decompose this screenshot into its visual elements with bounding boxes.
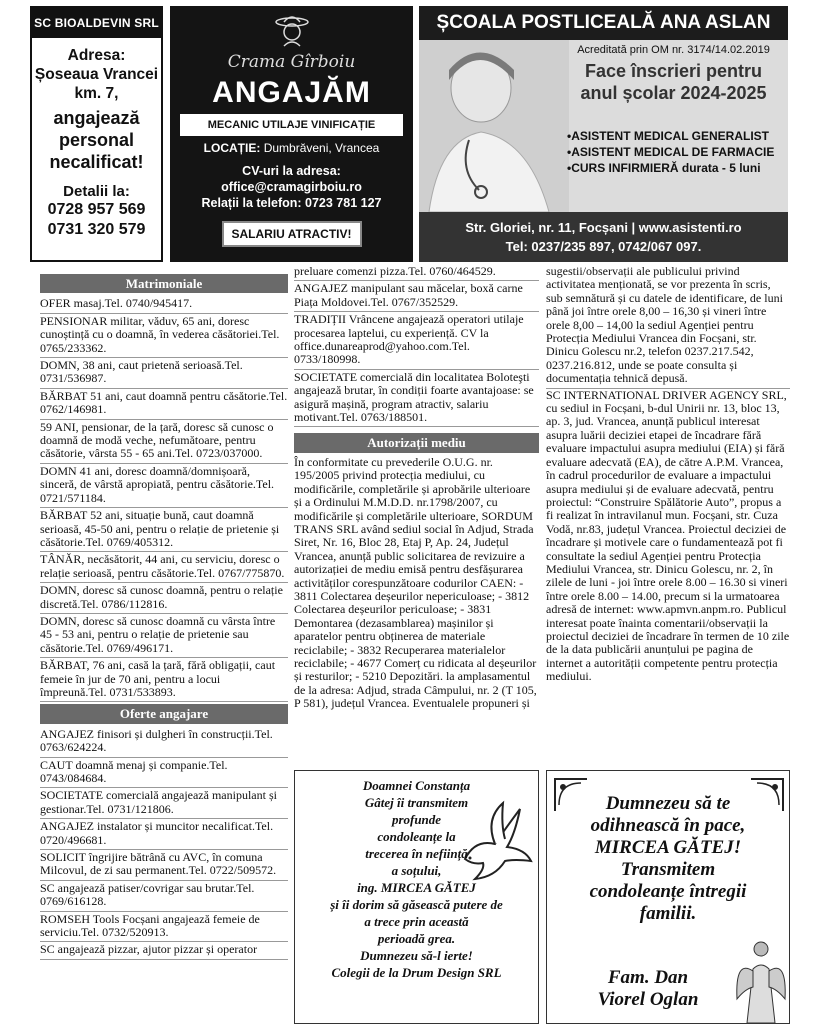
enrollment-text [559,60,788,104]
course-list [567,128,788,176]
condolence-line: odihnească în pace, [590,815,746,836]
environment-notice: În conformitate cu prevederile O.U.G. nr. 195/2005 privind protecția mediului, cu modificările, completările și aprobările ulterioare și a Ordinului M.M.D.D. nr.1798/2007, cu modificările și completările ulterioare, SORDUM TRANS SRL având sediul social în Adjud, Strada Siret, Nr. 16, Bloc 28, Etaj P, Ap. 24, Județul Vrancea, anunță public solicitarea de revizuire a autorizației de mediu emisă pentru desfășurarea activităților corespunzătoare codurilor CAEN: - 3811 Colectarea deșeurilor nepericuloase; - 3812 Colectarea deșeurilor periculoase; - 3831 Demontarea (dezasamblarea) mașinilor și aparatelor pentru obținerea de materiale reciclabile; - 3832 Recuperarea materialelor reciclabile; - 4677 Comerț cu ridicata al deșeurilor și resturilor; - 5210 Depozitări. la amplasamentul de la adresa: Adjud, strada Câmpului, nr. 2 (T 105, P 581), județul Vrancea. Eventualele propuneri și [294,454,537,711]
phone-line: Relații la telefon: 0723 781 127 [201,196,382,210]
job-location [170,141,413,155]
list-item: SC angajează patiser/covrigar sau brutar.Tel. 0769/616128. [40,881,288,912]
phone-number: 0728 957 569 [47,201,146,218]
signature-line: Fam. Dan [607,967,689,988]
list-item: DOMN, doresc să cunosc doamnă cu vârsta între 45 - 53 ani, pentru o relație de prietenie sau căsătorie.Tel. 0769/496171. [40,614,288,658]
school-footer [419,212,788,262]
condolence-line: familii. [639,903,697,924]
condolence-line: condoleanțe la [377,829,456,844]
condolence-line: ing. MIRCEA GĂTEJ [357,880,476,895]
ad-school-header: ȘCOALA POSTLICEALĂ ANA ASLAN [419,6,788,40]
condolence-line: Gâtej îi transmitem [364,795,469,810]
condolence-line: condoleanțe întregii [589,881,747,902]
condolence-line: Dumnezeu să te [605,793,731,814]
condolence-line: perioadă grea. [377,931,456,946]
angel-icon [733,939,789,1023]
list-item: ANGAJEZ manipulant sau măcelar, boxă carne Piața Moldovei.Tel. 0767/352529. [294,281,539,312]
list-item: SOCIETATE comercială angajează manipulant și gestionar.Tel. 0731/121806. [40,788,288,819]
address-line: Șoseaua Vrancei [34,66,159,83]
winemaker-logo-icon [272,12,312,52]
hire-line: necalificat! [49,152,144,172]
list-item: 59 ANI, pensionar, de la țară, doresc să cunosc o doamnă de modă veche, nefumătoare, pentru căsătorie, vârsta 55 - 65 ani.Tel. 0723/037000. [40,420,288,464]
list-item: DOMN, doresc să cunosc doamnă, pentru o relație discretă.Tel. 0786/112816. [40,583,288,614]
list-item: SOCIETATE comercială din localitatea Boloteşti angajează brutar, în condiții foarte avantajoase: se asigură mașină, program atractiv, salariu motivant.Tel. 0763/188501. [294,370,539,428]
condolence-box-family [546,770,790,1024]
email-address: office@cramagirboiu.ro [221,180,362,194]
cv-line: CV-uri la adresa: [242,164,341,178]
section-title-oferte: Oferte angajare [40,704,288,723]
condolence-text [295,771,538,981]
ad-bioaldevin-header: SC BIOALDEVIN SRL [32,8,161,38]
list-item: PENSIONAR militar, văduv, 65 ani, doresc cunoștință cu o doamnă, în vederea căsătoriei.Tel. 0765/233362. [40,314,288,358]
section-title-matrimoniale: Matrimoniale [40,274,288,293]
column-right [546,264,790,764]
list-item: DOMN 41 ani, doresc doamnă/domnișoară, sinceră, de vârstă apropiată, pentru căsătorie.Tel. 0721/571184. [40,464,288,508]
ad-bioaldevin-address [32,46,161,103]
address-line: Adresa: [67,47,126,64]
enroll-line: anul școlar 2024-2025 [580,83,767,103]
ad-crama-girboiu [170,6,413,262]
job-position: MECANIC UTILAJE VINIFICAȚIE [180,114,403,136]
list-item: ANGAJEZ instalator și muncitor necalificat.Tel. 0720/496681. [40,819,288,850]
enroll-line: Face înscrieri pentru [584,61,763,81]
condolence-line: Colegii de la Drum Design SRL [331,965,502,980]
ad-bioaldevin-hire [32,107,161,173]
list-item: TÂNĂR, necăsătorit, 44 ani, cu serviciu, doresc o relație serioasă, pentru căsătorie.Tel. 0767/775870. [40,552,288,583]
course-item: •ASISTENT MEDICAL DE FARMACIE [567,145,775,159]
condolence-line: Doamnei Constanța [362,778,471,793]
location-label: LOCAȚIE: [203,141,261,155]
list-item: SOLICIT îngrijire bătrână cu AVC, în comuna Milcovul, de zi sau permanent.Tel. 0722/509572. [40,850,288,881]
list-item: BĂRBAT 51 ani, caut doamnă pentru căsătorie.Tel. 0762/146981. [40,389,288,420]
school-phones: Tel: 0237/235 897, 0742/067 097. [505,239,702,254]
environment-notice: sugestii/observații ale publicului privind activitatea menționată, se vor prezenta în scris, sub semnătură și cu datele de identificare, de luni până joi între orele 8,00 – 16,30 și vineri între orele 8,00 – 14,00 la sediul Agenției pentru Protecția Mediului Vrancea din Focșani, str. Dinicu Golescu nr.2, telefon 0237.217.542, 0237.216.812, unde se poate consulta și documentația tehnică depusă. [546,264,790,389]
details-label: Detalii la: [63,183,130,200]
list-item: SC angajează pizzar, ajutor pizzar și operator [40,942,288,959]
column-matrimoniale-oferte [40,272,288,1024]
ad-headline: ANGAJĂM [212,76,371,109]
list-item: DOMN, 38 ani, caut prietenă serioasă.Tel. 0731/536987. [40,358,288,389]
condolence-line: a trece prin această [364,914,469,929]
hire-line: angajează [53,108,140,128]
phone-number: 0731 320 579 [47,221,146,238]
address-line: km. 7, [74,85,119,102]
list-item: BĂRBAT 52 ani, situație bună, caut doamnă serioasă, 45-50 ani, pentru o relație de prietenie și căsătorie.Tel. 0769/405312. [40,508,288,552]
condolence-line: profunde [391,812,442,827]
condolence-line: MIRCEA GĂTEJ! [594,837,742,858]
signature-line: Viorel Oglan [597,989,699,1010]
condolence-box-colleagues [294,770,539,1024]
ad-scoala-ana-aslan [419,6,788,262]
list-item: BĂRBAT, 76 ani, casă la țară, fără obligații, caut femeie în jur de 70 ani, pentru a locui împreună.Tel. 0731/533893. [40,658,288,702]
list-item: TRADIȚII Vrâncene angajează operatori utilaje procesarea laptelui, cu experiență. CV la office.dunareaprod@yahoo.com.Tel. 0733/180998. [294,312,539,370]
location-value: Dumbrăveni, Vrancea [263,141,380,155]
condolence-signature [567,967,729,1011]
hire-line: personal [58,130,135,150]
list-item: CAUT doamnă menaj și companie.Tel. 0743/084684. [40,758,288,789]
section-title-autorizatii: Autorizații mediu [294,433,539,452]
salary-badge: SALARIU ATRACTIV! [222,221,362,247]
condolence-line: Dumnezeu să-l ierte! [360,948,473,963]
accreditation: Acreditată prin OM nr. 3174/14.02.2019 [577,44,770,56]
condolence-line: și îi dorim să găsească putere de [330,897,503,912]
brand-logo: Crama Gîrboiu [227,52,356,72]
condolence-line: Transmitem [620,859,716,880]
course-item: •CURS INFIRMIERĂ durata - 5 luni [567,161,761,175]
course-item: •ASISTENT MEDICAL GENERALIST [567,129,769,143]
condolence-line: a soțului, [391,863,442,878]
list-item: ROMSEH Tools Focșani angajează femeie de serviciu.Tel. 0732/520913. [40,912,288,943]
condolence-line: trecerea în neființă [365,846,468,861]
list-item: ANGAJEZ finisori și dulgheri în construcții.Tel. 0763/624224. [40,727,288,758]
condolence-text [557,793,779,925]
nurse-photo-icon [419,40,569,212]
list-item: preluare comenzi pizza.Tel. 0760/464529. [294,264,539,281]
column-middle [294,264,539,764]
list-item: OFER masaj.Tel. 0740/945417. [40,296,288,313]
environment-notice: SC INTERNATIONAL DRIVER AGENCY SRL, cu sediul in Focșani, b-dul Unirii nr. 13, bloc 13, ap. 3, jud. Vrancea, anunță publicul interesat asupra luării deciziei etapei de încadrare fără evaluare impactului asupra mediului (EIA) și fără evaluare adecvată (EA), de către A.P.M. Vrancea, în cadrul procedurilor de evaluare a impactului asupra mediului și de evaluare adecvată, pentru proiectul: “Construire Spălătorie Auto”, propus a fi realizat în intravilanul mun. Focșani, str. Cuza Vodă, nr.83, județul Vrancea. Proiectul deciziei de încadrare și motivele care o fundamentează pot fi consultate la sediul Agenției pentru Protecția Mediului Vrancea, str. Dinicu Golescu, nr. 2, în zilele de luni - joi între orele 8.00 – 16.30 si vineri între orele 8.00 – 14.00, precum si la urmatoarea adresă de internet: www.apmvn.anpm.ro. Publicul interesat poate înainta comentarii/observații la proiectul deciziei de încadrare în termen de 10 zile de la data publicării anunțului pe pagina de internet a autorității competente pentru protecția mediului. [546,387,790,684]
school-address: Str. Gloriei, nr. 11, Focșani | www.asistenti.ro [465,220,742,235]
contact-block [170,163,413,211]
ad-bioaldevin [30,6,163,262]
